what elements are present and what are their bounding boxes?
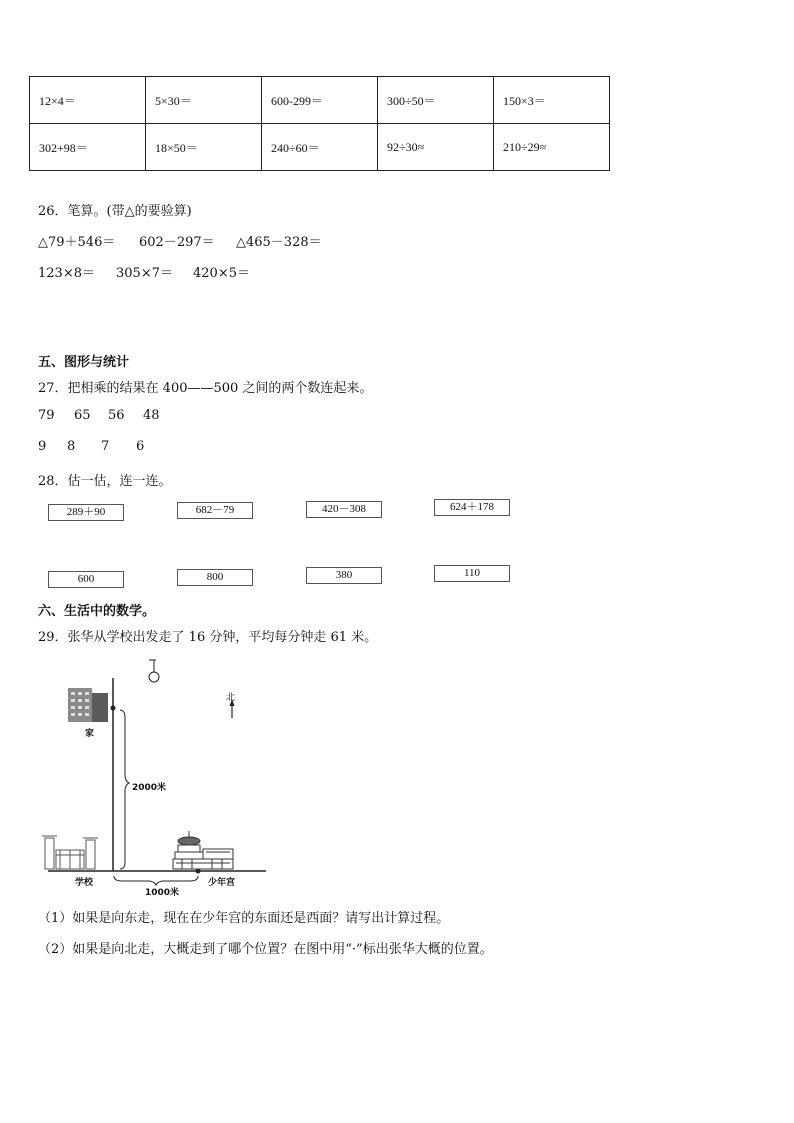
q27-title: 27．把相乘的结果在 400——500 之间的两个数连起来。 bbox=[38, 381, 373, 396]
table-cell: 302+98＝ bbox=[30, 124, 146, 171]
q27-number: 9 bbox=[38, 439, 47, 454]
map-label-school: 学校 bbox=[75, 878, 94, 888]
q27-number: 7 bbox=[101, 439, 110, 454]
table-cell: 240÷60＝ bbox=[262, 124, 378, 171]
q27-number: 6 bbox=[136, 439, 145, 454]
estimate-result-box[interactable]: 800 bbox=[177, 569, 253, 586]
route-map bbox=[30, 650, 280, 895]
q26-item: △79＋546＝ bbox=[38, 235, 116, 250]
table-cell: 300÷50＝ bbox=[378, 77, 494, 124]
q27-number: 79 bbox=[38, 408, 55, 423]
estimate-expression-box[interactable]: 420－308 bbox=[306, 501, 382, 518]
table-cell: 210÷29≈ bbox=[494, 124, 610, 171]
school-building-icon bbox=[42, 836, 98, 869]
q27-number: 8 bbox=[67, 439, 76, 454]
map-label-youth-palace: 少年宫 bbox=[208, 878, 236, 888]
q29-subquestion-2: （2）如果是向北走，大概走到了哪个位置？在图中用“·”标出张华大概的位置。 bbox=[38, 942, 493, 957]
table-cell: 150×3＝ bbox=[494, 77, 610, 124]
q29-title: 29．张华从学校出发走了 16 分钟，平均每分钟走 61 米。 bbox=[38, 630, 378, 645]
section-heading: 五、图形与统计 bbox=[38, 355, 130, 370]
q26-item: △465－328＝ bbox=[236, 235, 322, 250]
q27-number: 56 bbox=[108, 408, 125, 423]
estimate-expression-box[interactable]: 682－79 bbox=[177, 502, 253, 519]
map-label-vertical-distance: 2000米 bbox=[132, 783, 167, 793]
table-row bbox=[30, 124, 610, 171]
table-cell: 92÷30≈ bbox=[378, 124, 494, 171]
table-row bbox=[30, 77, 610, 124]
q28-title: 28．估一估，连一连。 bbox=[38, 474, 172, 489]
oral-calculation-table bbox=[29, 76, 610, 171]
map-label-home: 家 bbox=[85, 729, 95, 739]
q26-item: 305×7＝ bbox=[116, 266, 173, 281]
section-heading: 六、生活中的数学。 bbox=[38, 604, 156, 619]
table-cell: 18×50＝ bbox=[146, 124, 262, 171]
estimate-result-box[interactable]: 110 bbox=[434, 565, 510, 582]
table-cell: 5×30＝ bbox=[146, 77, 262, 124]
compass-pin-icon bbox=[149, 660, 159, 682]
q26-item: 123×8＝ bbox=[38, 266, 95, 281]
map-label-horizontal-distance: 1000米 bbox=[145, 888, 180, 898]
estimate-result-box[interactable]: 380 bbox=[306, 567, 382, 584]
q26-item: 602－297＝ bbox=[139, 235, 215, 250]
estimate-expression-box[interactable]: 289＋90 bbox=[48, 504, 124, 521]
youth-palace-building-icon bbox=[173, 831, 233, 869]
q29-subquestion-1: （1）如果是向东走，现在在少年宫的东面还是西面？请写出计算过程。 bbox=[38, 911, 450, 926]
estimate-expression-box[interactable]: 624＋178 bbox=[434, 499, 510, 516]
table-cell: 12×4＝ bbox=[30, 77, 146, 124]
estimate-result-box[interactable]: 600 bbox=[48, 571, 124, 588]
q27-number: 48 bbox=[143, 408, 160, 423]
q27-number: 65 bbox=[74, 408, 91, 423]
home-building-icon bbox=[68, 688, 108, 722]
q26-title: 26．笔算。(带△的要验算) bbox=[38, 204, 192, 219]
q26-item: 420×5＝ bbox=[193, 266, 250, 281]
table-cell: 600-299＝ bbox=[262, 77, 378, 124]
map-label-north: 北 bbox=[226, 693, 236, 703]
